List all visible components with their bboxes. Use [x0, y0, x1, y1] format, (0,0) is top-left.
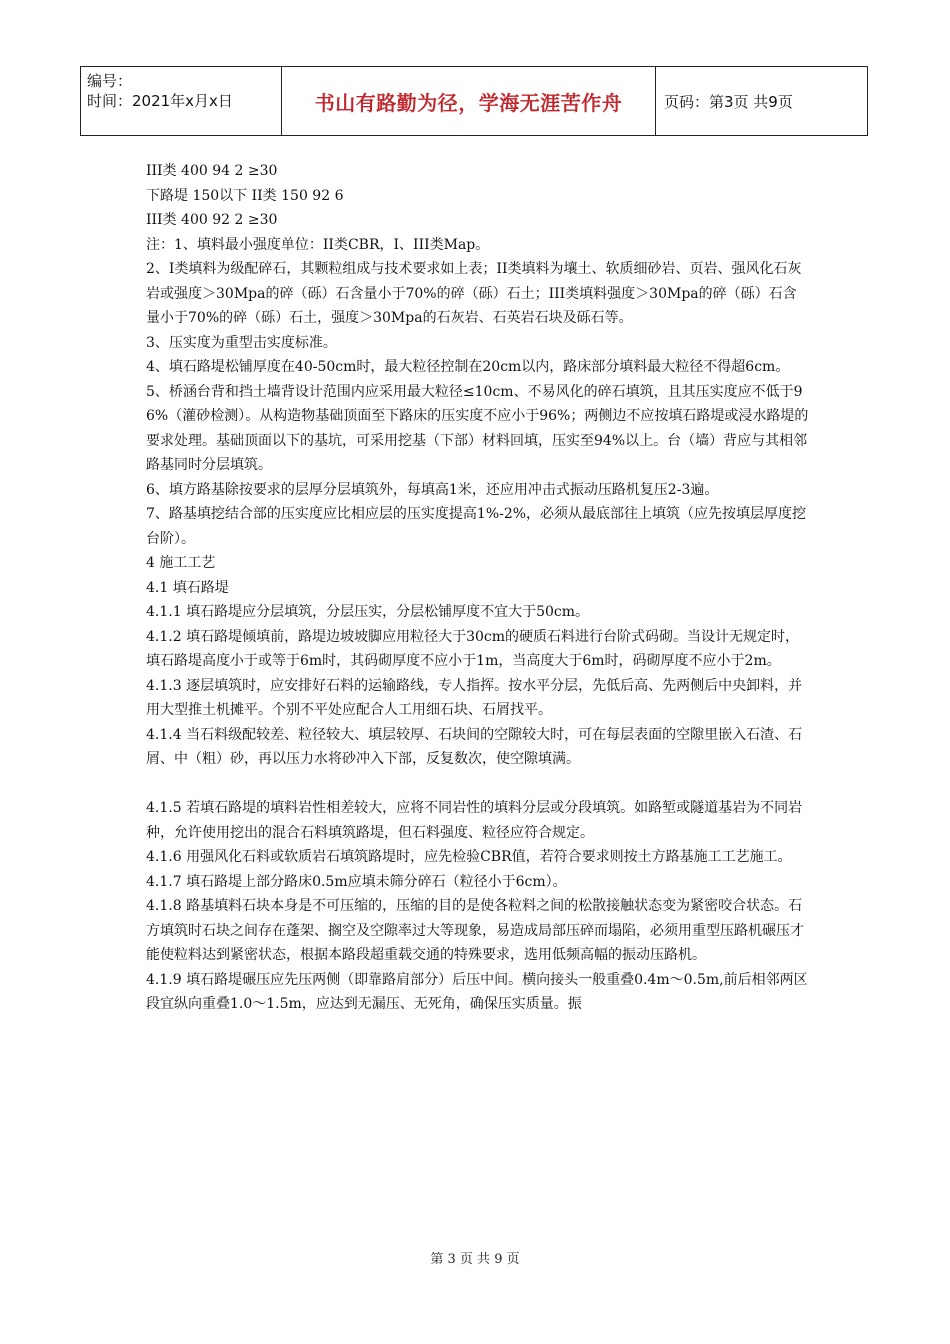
paragraph: 6、填方路基除按要求的层厚分层填筑外，每填高1米，还应用冲击式振动压路机复压2-3遍。 — [146, 481, 719, 498]
document-number-label: 编号： — [87, 72, 133, 90]
paragraph: 4.1.2 填石路堤倾填前，路堤边坡坡脚应用粒径大于30cm的硬质石料进行台阶式码砌。当设计无规定时，填石路堤高度小于或等于6m时，其码砌厚度不应小于1m，当高度大于6m时，码砌厚度不应小于2m。 — [146, 628, 800, 669]
paragraph: 2、I类填料为级配碎石，其颗粒组成与技术要求如上表；II类填料为壤土、软质细砂岩、页岩、强风化石灰岩或强度＞30Mpa的碎（砾）石含量小于70%的碎（砾）石土；III类填料强度＞30Mpa的碎（砾）石含量小于70%的碎（砾）石土，强度＞30Mpa的石灰岩、石英岩石块及砾石等。 — [146, 261, 802, 326]
paragraph: 4.1.4 当石料级配较差、粒径较大、填层较厚、石块间的空隙较大时，可在每层表面的空隙里嵌入石渣、石屑、中（粗）砂，再以压力水将砂冲入下部，反复数次，使空隙填满。 — [146, 726, 803, 767]
header-meta — [81, 67, 282, 135]
paragraph: 7、路基填挖结合部的压实度应比相应层的压实度提高1%-2%，必须从最底部往上填筑（应先按填层厚度挖台阶）。 — [146, 506, 807, 547]
paragraph: 4.1.8 路基填料石块本身是不可压缩的，压缩的目的是使各粒料之间的松散接触状态变为紧密咬合状态。石方填筑时石块之间存在蓬架、搁空及空隙率过大等现象，易造成局部压碎而塌陷，必须用重型压路机碾压才能使粒料达到紧密状态，根据本路段超重载交通的特殊要求，选用低频高幅的振动压路机。 — [146, 898, 804, 963]
document-time-label: 时间：2021年x月x日 — [87, 92, 233, 110]
paragraph: 4.1.9 填石路堤碾压应先压两侧（即靠路肩部分）后压中间。横向接头一般重叠0.4m～0.5m,前后相邻两区段宜纵向重叠1.0～1.5m，应达到无漏压、无死角，确保压实质量。振 — [146, 971, 808, 1012]
section-heading: 4 施工工艺 — [146, 555, 216, 571]
header-motto: 书山有路勤为径，学海无涯苦作舟 — [282, 67, 656, 135]
paragraph-gap — [146, 772, 810, 797]
header-page-label: 页码：第3页 共9页 — [664, 92, 793, 111]
page-header — [80, 66, 868, 136]
paragraph: 4.1.3 逐层填筑时，应安排好石料的运输路线，专人指挥。按水平分层，先低后高、先两侧后中央卸料，并用大型推土机摊平。个别不平处应配合人工用细石块、石屑找平。 — [146, 677, 803, 718]
paragraph: 5、桥涵台背和挡土墙背设计范围内应采用最大粒径≤10cm、不易风化的碎石填筑，且其压实度应不低于96%（灌砂检测）。从构造物基础顶面至下路床的压实度不应小于96%；两侧边不应按填石路堤或浸水路堤的要求处理。基础顶面以下的基坑，可采用挖基（下部）材料回填，压实至94%以上。台（墙）背应与其相邻路基同时分层填筑。 — [146, 383, 809, 473]
paragraph: III类 400 94 2 ≥30 — [146, 163, 278, 179]
paragraph: 下路堤 150以下 II类 150 92 6 — [146, 187, 344, 204]
paragraph: 4.1.5 若填石路堤的填料岩性相差较大，应将不同岩性的填料分层或分段填筑。如路堑或隧道基岩为不同岩种，允许使用挖出的混合石料填筑路堤，但石料强度、粒径应符合规定。 — [146, 800, 803, 841]
paragraph: 4.1.7 填石路堤上部分路床0.5m应填未筛分碎石（粒径小于6cm）。 — [146, 873, 567, 890]
paragraph: 4.1.1 填石路堤应分层填筑，分层压实，分层松铺厚度不宜大于50cm。 — [146, 604, 590, 620]
document-body — [146, 159, 810, 1017]
paragraph: 4、填石路堤松铺厚度在40-50cm时，最大粒径控制在20cm以内，路床部分填料最大粒径不得超6cm。 — [146, 359, 790, 375]
paragraph: 4.1.6 用强风化石料或软质岩石填筑路堤时，应先检验CBR值，若符合要求则按土方路基施工工艺施工。 — [146, 849, 792, 865]
paragraph: 3、压实度为重型击实度标准。 — [146, 334, 337, 351]
paragraph: 注：1、填料最小强度单位：II类CBR，I、III类Map。 — [146, 236, 490, 253]
page-footer: 第 3 页 共 9 页 — [430, 1252, 520, 1267]
paragraph: III类 400 92 2 ≥30 — [146, 212, 278, 228]
subsection-heading: 4.1 填石路堤 — [146, 579, 229, 596]
